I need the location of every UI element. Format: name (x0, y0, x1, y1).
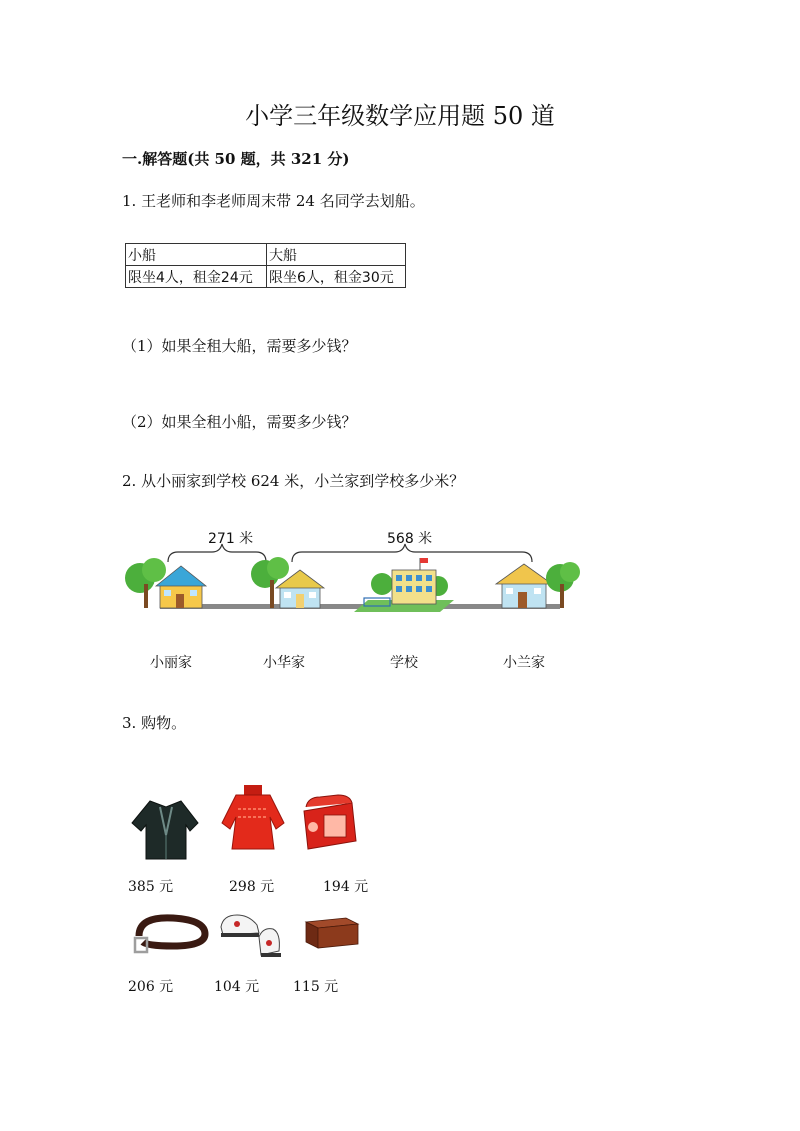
house-icon (251, 557, 324, 608)
sweater-icon (218, 783, 288, 853)
table-header-small-boat: 小船 (126, 244, 267, 266)
table-row (126, 244, 406, 266)
question-3-text: 3. 购物。 (122, 714, 187, 732)
item-price: 298 元 (229, 879, 275, 895)
question-2-text: 2. 从小丽家到学校 624 米，小兰家到学校多少米？ (122, 472, 465, 490)
item-price: 385 元 (128, 879, 174, 895)
box-icon (302, 910, 362, 952)
distance-label-2: 568 米 (387, 531, 433, 547)
belt-icon (133, 910, 211, 956)
shoes-icon (217, 907, 283, 963)
item-price: 115 元 (293, 979, 339, 995)
table-row (126, 266, 406, 288)
item-price: 194 元 (323, 879, 369, 895)
question-1-sub-2: （2）如果全租小船，需要多少钱？ (122, 413, 357, 431)
table-cell-large-boat: 限坐6人，租金30元 (267, 266, 406, 288)
distance-label-1: 271 米 (208, 531, 254, 547)
boat-price-table (125, 243, 406, 288)
section-heading: 一.解答题(共 50 题，共 321 分) (122, 150, 350, 168)
place-label: 小丽家 (150, 655, 192, 671)
place-label: 学校 (390, 655, 418, 671)
table-cell-small-boat: 限坐4人，租金24元 (126, 266, 267, 288)
question-1-sub-1: （1）如果全租大船，需要多少钱？ (122, 337, 357, 355)
telephone-icon (298, 793, 360, 853)
place-label: 小华家 (263, 655, 305, 671)
question-1-text: 1. 王老师和李老师周末带 24 名同学去划船。 (122, 192, 425, 210)
distance-diagram (120, 540, 590, 630)
table-header-large-boat: 大船 (267, 244, 406, 266)
page-title: 小学三年级数学应用题 50 道 (245, 102, 555, 130)
house-icon (496, 562, 580, 608)
place-label: 小兰家 (503, 655, 545, 671)
house-icon (125, 558, 206, 608)
brace-2 (292, 544, 532, 562)
jacket-icon (128, 795, 203, 863)
school-icon (354, 558, 454, 612)
item-price: 104 元 (214, 979, 260, 995)
item-price: 206 元 (128, 979, 174, 995)
brace-1 (168, 544, 266, 562)
